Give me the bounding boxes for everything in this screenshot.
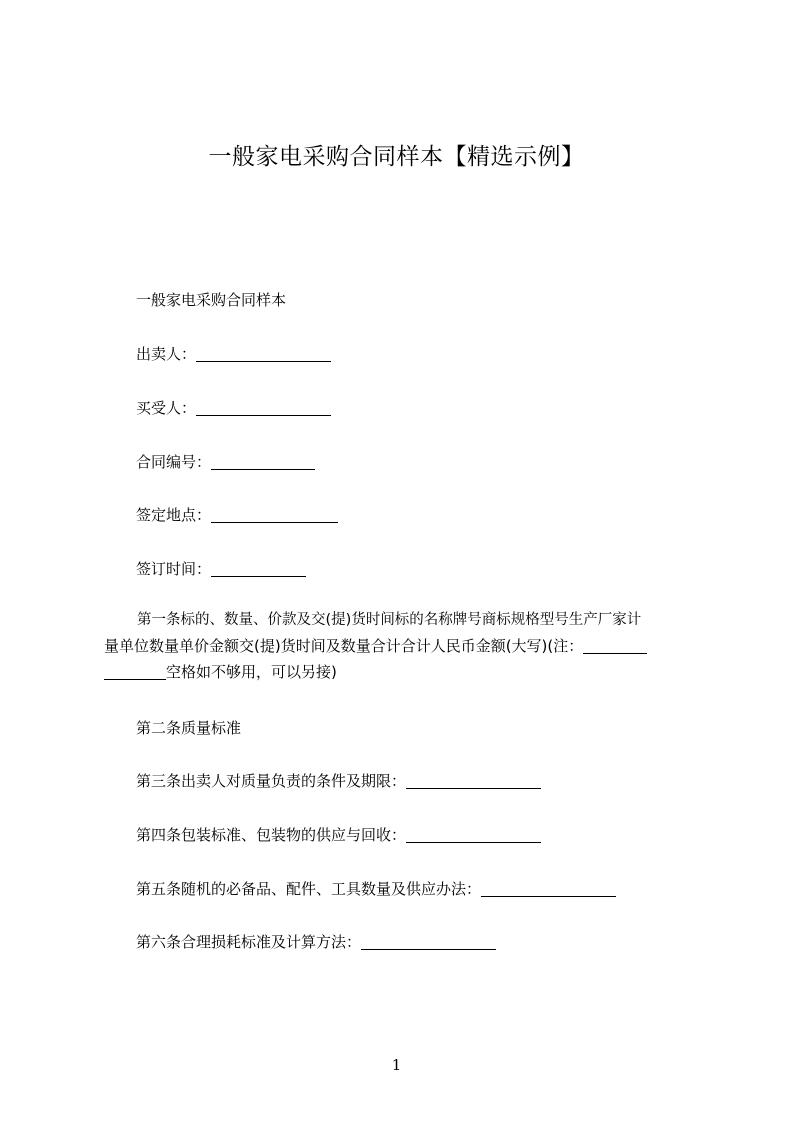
article-1 <box>104 607 700 685</box>
article-3-label: 第三条出卖人对质量负责的条件及期限： <box>136 772 407 790</box>
article-4 <box>136 824 541 846</box>
article-1-line-2 <box>104 633 700 659</box>
article-5-label: 第五条随机的必备品、配件、工具数量及供应办法： <box>136 880 482 898</box>
buyer-field <box>136 397 331 419</box>
document-title: 一般家电采购合同样本【精选示例】 <box>208 144 585 170</box>
article-5 <box>136 878 616 900</box>
article-6-blank <box>361 933 496 950</box>
contract-no-label: 合同编号： <box>136 453 212 471</box>
article-6-label: 第六条合理损耗标准及计算方法： <box>136 933 362 951</box>
article-1-note-blank-a <box>583 637 647 654</box>
sign-place-blank <box>211 506 338 523</box>
article-1-line-3-text: 空格如不够用，可以另接) <box>166 663 337 681</box>
article-1-line-2-text: 量单位数量单价金额交(提)货时间及数量合计合计人民币金额(大写)(注： <box>104 637 584 655</box>
article-4-label: 第四条包装标准、包装物的供应与回收： <box>136 826 407 844</box>
seller-label: 出卖人： <box>136 345 197 363</box>
article-3-blank <box>406 772 541 789</box>
sign-time-blank <box>211 560 306 577</box>
contract-subtitle: 一般家电采购合同样本 <box>136 291 287 309</box>
sign-time-label: 签订时间： <box>136 560 212 578</box>
article-1-line-1: 第一条标的、数量、价款及交(提)货时间标的名称牌号商标规格型号生产厂家计 <box>137 612 642 628</box>
article-4-blank <box>406 826 541 843</box>
sign-place-label: 签定地点： <box>136 506 212 524</box>
buyer-blank <box>196 399 331 416</box>
article-5-blank <box>481 880 616 897</box>
sign-place-field <box>136 504 338 526</box>
buyer-label: 买受人： <box>136 399 197 417</box>
article-1-line-3 <box>104 659 700 685</box>
page-number: 1 <box>391 1056 402 1074</box>
contract-no-field <box>136 451 315 473</box>
article-2: 第二条质量标准 <box>136 719 242 737</box>
article-1-note-blank-b <box>104 663 166 680</box>
seller-blank <box>196 345 331 362</box>
seller-field <box>136 343 331 365</box>
sign-time-field <box>136 558 306 580</box>
article-3 <box>136 770 541 792</box>
article-6 <box>136 931 496 953</box>
contract-no-blank <box>211 453 315 470</box>
